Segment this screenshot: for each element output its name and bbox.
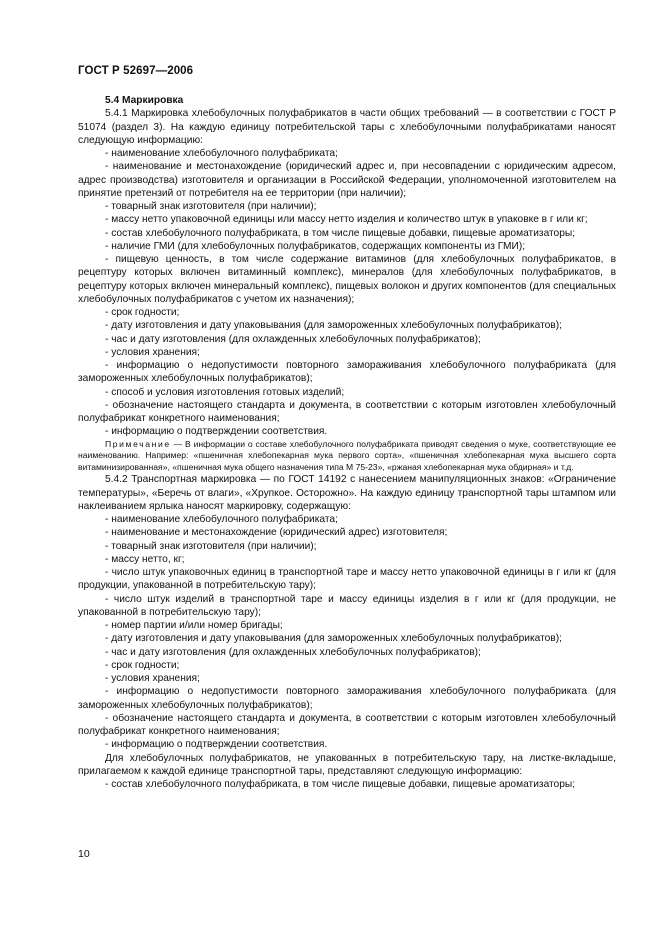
list-item: - наименование хлебобулочного полуфабриката; — [105, 148, 338, 159]
transport-marking-list — [78, 513, 616, 752]
list-item: - обозначение настоящего стандарта и документа, в соответствии с которым изготовлен хлебобулочный полуфабрикат конкретного наименования; — [78, 712, 616, 738]
list-item: - состав хлебобулочного полуфабриката, в том числе пищевые добавки, пищевые ароматизаторы; — [105, 227, 576, 239]
list-item: - наименование и местонахождение (юридический адрес) изготовителя; — [105, 527, 448, 539]
note-label: Примечание — [105, 438, 171, 449]
list-item: - информацию о недопустимости повторного замораживания хлебобулочного полуфабриката (для замороженных хлебобулочных полуфабрикатов); — [78, 360, 616, 385]
note-paragraph — [78, 439, 616, 474]
list-item: - товарный знак изготовителя (при наличии); — [105, 201, 317, 212]
list-item: - наименование хлебобулочного полуфабриката; — [105, 514, 338, 526]
list-item: - условия хранения; — [105, 346, 200, 358]
list-item: - массу нетто, кг; — [105, 553, 185, 565]
list-item: - информацию о недопустимости повторного замораживания хлебобулочного полуфабриката (для замороженных хлебобулочных полуфабрикатов); — [78, 686, 616, 711]
unpacked-info-list — [78, 778, 616, 791]
list-item: - обозначение настоящего стандарта и документа, в соответствии с которым изготовлен хлебобулочный полуфабрикат конкретного наименования; — [78, 399, 616, 424]
list-item: - способ и условия изготовления готовых изделий; — [105, 386, 345, 398]
list-item: - состав хлебобулочного полуфабриката, в том числе пищевые добавки, пищевые ароматизаторы; — [105, 779, 576, 791]
consumer-marking-intro: 5.4.1 Маркировка хлебобулочных полуфабрикатов в части общих требований — в соответствии с ГОСТ Р 51074 (раздел 3). На каждую единицу потребительской тары с хлебобулочными полуфабрикатами наносят следующую информацию: — [78, 108, 616, 146]
list-item: - час и дату изготовления (для охлажденных хлебобулочных полуфабрикатов); — [105, 333, 481, 345]
list-item: - час и дату изготовления (для охлажденных хлебобулочных полуфабрикатов); — [105, 646, 481, 658]
unpacked-info-intro: Для хлебобулочных полуфабрикатов, не упакованных в потребительскую тару, на листке-вкладыше, прилагаемом к каждой единице транспортной тары, представляют следующую информацию: — [78, 752, 616, 777]
list-item: - дату изготовления и дату упаковывания (для замороженных хлебобулочных полуфабрикатов); — [105, 320, 562, 332]
list-item: - информацию о подтверждении соответствия. — [105, 426, 328, 438]
list-item: - срок годности; — [105, 307, 180, 318]
list-item: - массу нетто упаковочной единицы или массу нетто изделия и количество штук в упаковке в г или кг; — [105, 214, 588, 226]
list-item: - дату изготовления и дату упаковывания (для замороженных хлебобулочных полуфабрикатов); — [105, 633, 562, 645]
note-text: — В информации о составе хлебобулочного полуфабриката приводят сведения о муке, соответствующие ее наименованию. Например: «пшеничная хлебопекарная мука первого сорта», «пшеничная хлебопекарная мука высшего сорта витаминизированная», «пшеничная мука общего назначения типа М 75-23», «ржаная хлебопекарная мука обдирная» и т.д. — [78, 438, 616, 472]
list-item: - номер партии и/или номер бригады; — [105, 620, 283, 632]
list-item: - информацию о подтверждении соответствия. — [105, 739, 328, 751]
list-item: - наличие ГМИ (для хлебобулочных полуфабрикатов, содержащих компоненты из ГМИ); — [105, 240, 526, 252]
document-header: ГОСТ Р 52697—2006 — [78, 65, 194, 77]
transport-marking-intro: 5.4.2 Транспортная маркировка — по ГОСТ 14192 с нанесением манипуляционных знаков: «Ограничение температуры», «Беречь от влаги», «Хрупкое. Осторожно». На каждую единицу транспортной тары штампом или наклеиванием ярлыка наносят маркировку, содержащую: — [78, 474, 616, 512]
document-body — [78, 94, 616, 791]
list-item: - условия хранения; — [105, 673, 200, 685]
page-number: 10 — [78, 848, 90, 860]
list-item: - пищевую ценность, в том числе содержание витаминов (для хлебобулочных полуфабрикатов, в рецептуру которых включен витаминный комплекс), минералов (для хлебобулочных полуфабрикатов, в рецептуру которых включен минеральный комплекс), пищевых волокон и других компонентов (для специальных хлебобулочных полуфабрикатов с учетом их назначения); — [78, 254, 616, 305]
list-item: - наименование и местонахождение (юридический адрес и, при несовпадении с юридическим адресом, адрес производства) изготовителя и организации в Российской Федерации, уполномоченной изготовителем на принятие претензий от потребителя на ее территории (при наличии); — [78, 161, 616, 199]
list-item: - товарный знак изготовителя (при наличии); — [105, 540, 317, 552]
consumer-marking-list — [78, 147, 616, 439]
list-item: - срок годности; — [105, 659, 180, 671]
list-item: - число штук упаковочных единиц в транспортной таре и массу нетто упаковочной единицы в г или кг (для продукции, упакованной в потребительскую тару); — [78, 567, 616, 592]
list-item: - число штук изделий в транспортной таре и массу единицы изделия в г или кг (для продукции, не упакованной в потребительскую тару); — [78, 593, 616, 618]
section-heading: 5.4 Маркировка — [105, 95, 184, 106]
